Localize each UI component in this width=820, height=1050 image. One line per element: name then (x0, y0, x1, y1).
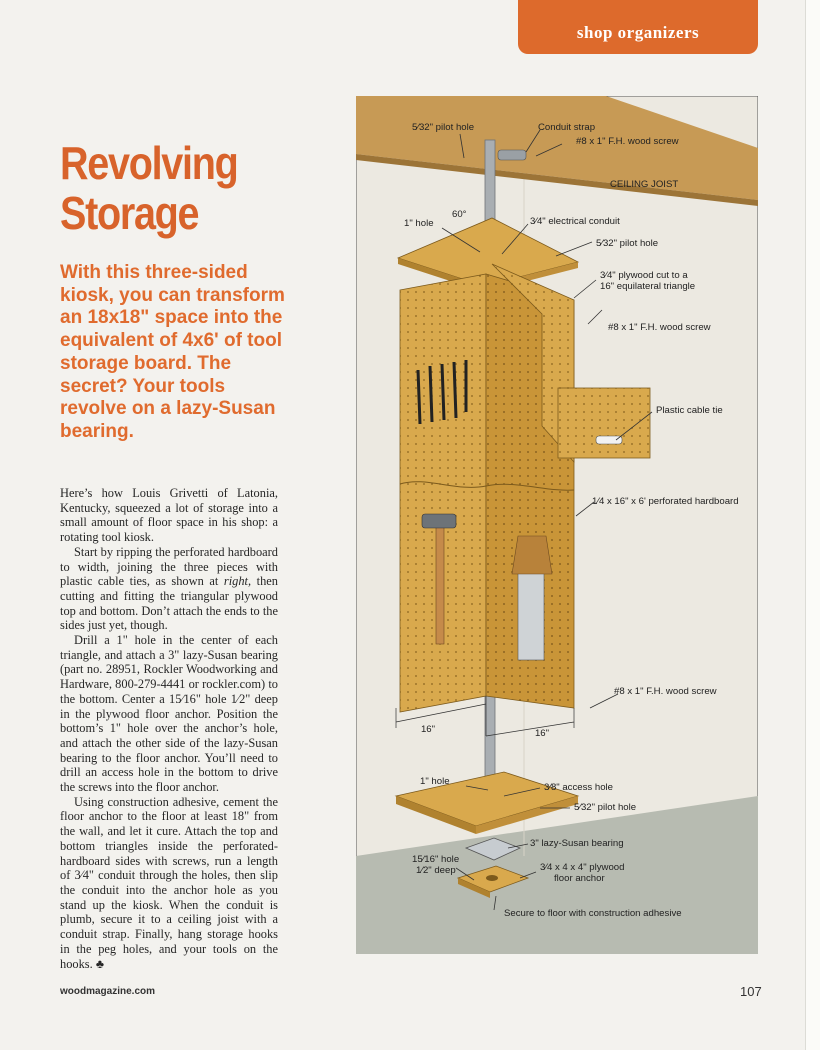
left-hardboard-panel (400, 274, 486, 712)
label-adhesive: Secure to floor with construction adhesive (504, 908, 682, 919)
label-floor-anchor-1: 3⁄4 x 4 x 4" plywood (540, 862, 625, 873)
label-dim-left: 16" (420, 724, 436, 735)
body-paragraph-3: Drill a 1" hole in the center of each triangle, and attach a 3" lazy-Susan bearing (part no. 28951, Rockler Woodworking and Hardware, 800-279-4441 or rockler.com) to the bottom. Center a 15⁄16" hole 1⁄2" deep in the plywood floor anchor. Position the bottom’s 1" hole over the anchor’s hole, and attach the other side of the lazy-Susan bearing to the floor anchor. You’ll need to drill an access hole in the bottom to drive the screws into the floor anchor. (60, 633, 278, 795)
kiosk-diagram (356, 96, 758, 954)
label-fh-screw-mid: #8 x 1" F.H. wood screw (608, 322, 711, 333)
label-electrical-conduit: 3⁄4" electrical conduit (530, 216, 620, 227)
cable-tie-icon (596, 436, 622, 444)
anchor-hole (486, 875, 498, 881)
diagram-svg (356, 96, 758, 954)
section-tab: shop organizers (518, 0, 758, 54)
body-paragraph-1: Here’s how Louis Grivetti of Latonia, Kentucky, squeezed a lot of storage into a small amount of floor space in his shop: a rotating tool kiosk. (60, 486, 278, 545)
label-one-inch-hole-bottom: 1" hole (420, 776, 450, 787)
p2-text-a: Start by ripping the perforated hardboard to width, joining the three pieces with plastic cable ties, as shown at (60, 544, 278, 589)
label-access-hole: 3⁄8" access hole (544, 782, 614, 793)
label-fh-screw-low: #8 x 1" F.H. wood screw (614, 686, 717, 697)
end-mark-icon: ♣ (95, 956, 104, 971)
label-floor-anchor-2: floor anchor (554, 873, 605, 884)
article-title (60, 138, 284, 238)
p2-text-b: then cutting and fitting the triangular plywood top and bottom. Don’t attach the ends to the sides just yet, though. (60, 574, 278, 633)
label-anchor-hole-2: 1⁄2" deep (416, 865, 456, 876)
label-dim-right: 16" (534, 728, 550, 739)
cable-tie-detail (558, 388, 650, 458)
title-line-2: Storage (60, 187, 199, 239)
title-line-1: Revolving (60, 137, 238, 189)
label-pilot-hole-mid: 5⁄32" pilot hole (596, 238, 659, 249)
label-plywood-triangle-1: 3⁄4" plywood cut to a (600, 270, 688, 281)
label-anchor-hole-1: 15⁄16" hole (412, 854, 460, 865)
body-paragraph-2 (60, 545, 278, 633)
article-body (60, 486, 278, 971)
page-edge (805, 0, 820, 1050)
label-fh-screw-top: #8 x 1" F.H. wood screw (576, 136, 679, 147)
label-ceiling-joist: CEILING JOIST (610, 179, 679, 190)
label-bearing: 3" lazy-Susan bearing (530, 838, 624, 849)
label-pilot-hole-bottom: 5⁄32" pilot hole (574, 802, 637, 813)
body-paragraph-4 (60, 795, 278, 971)
label-hardboard: 1⁄4 x 16" x 6' perforated hardboard (592, 496, 739, 507)
conduit-strap (498, 150, 526, 160)
label-pilot-hole-top: 5⁄32" pilot hole (412, 122, 475, 133)
label-angle: 60° (452, 209, 467, 220)
p4-text: Using construction adhesive, cement the floor anchor to the floor at least 18" from the wall, and let it cure. Attach the top and bottom triangles inside the perforated-hardboard sides with screws, run a length of 3⁄4" conduit through the holes, then slip the conduit into the anchor hole as you stand up the kiosk. When the conduit is plumb, secure it to a ceiling joist with a conduit strap. Finally, hang storage hooks in the peg holes, and your tools on the hooks. (60, 794, 278, 971)
label-one-inch-hole-top: 1" hole (404, 218, 434, 229)
article-deck: With this three-sided kiosk, you can transform an 18x18" space into the equivalent of 4x6' of tool storage board. The secret? Your tools revolve on a lazy-Susan bearing. (60, 262, 285, 442)
p2-emphasis: right, (223, 574, 252, 589)
label-plywood-triangle-2: 16" equilateral triangle (600, 281, 696, 292)
page-number: 107 (740, 984, 762, 999)
footer-url: woodmagazine.com (60, 986, 156, 997)
label-conduit-strap: Conduit strap (538, 122, 596, 133)
label-cable-tie: Plastic cable tie (656, 405, 723, 416)
